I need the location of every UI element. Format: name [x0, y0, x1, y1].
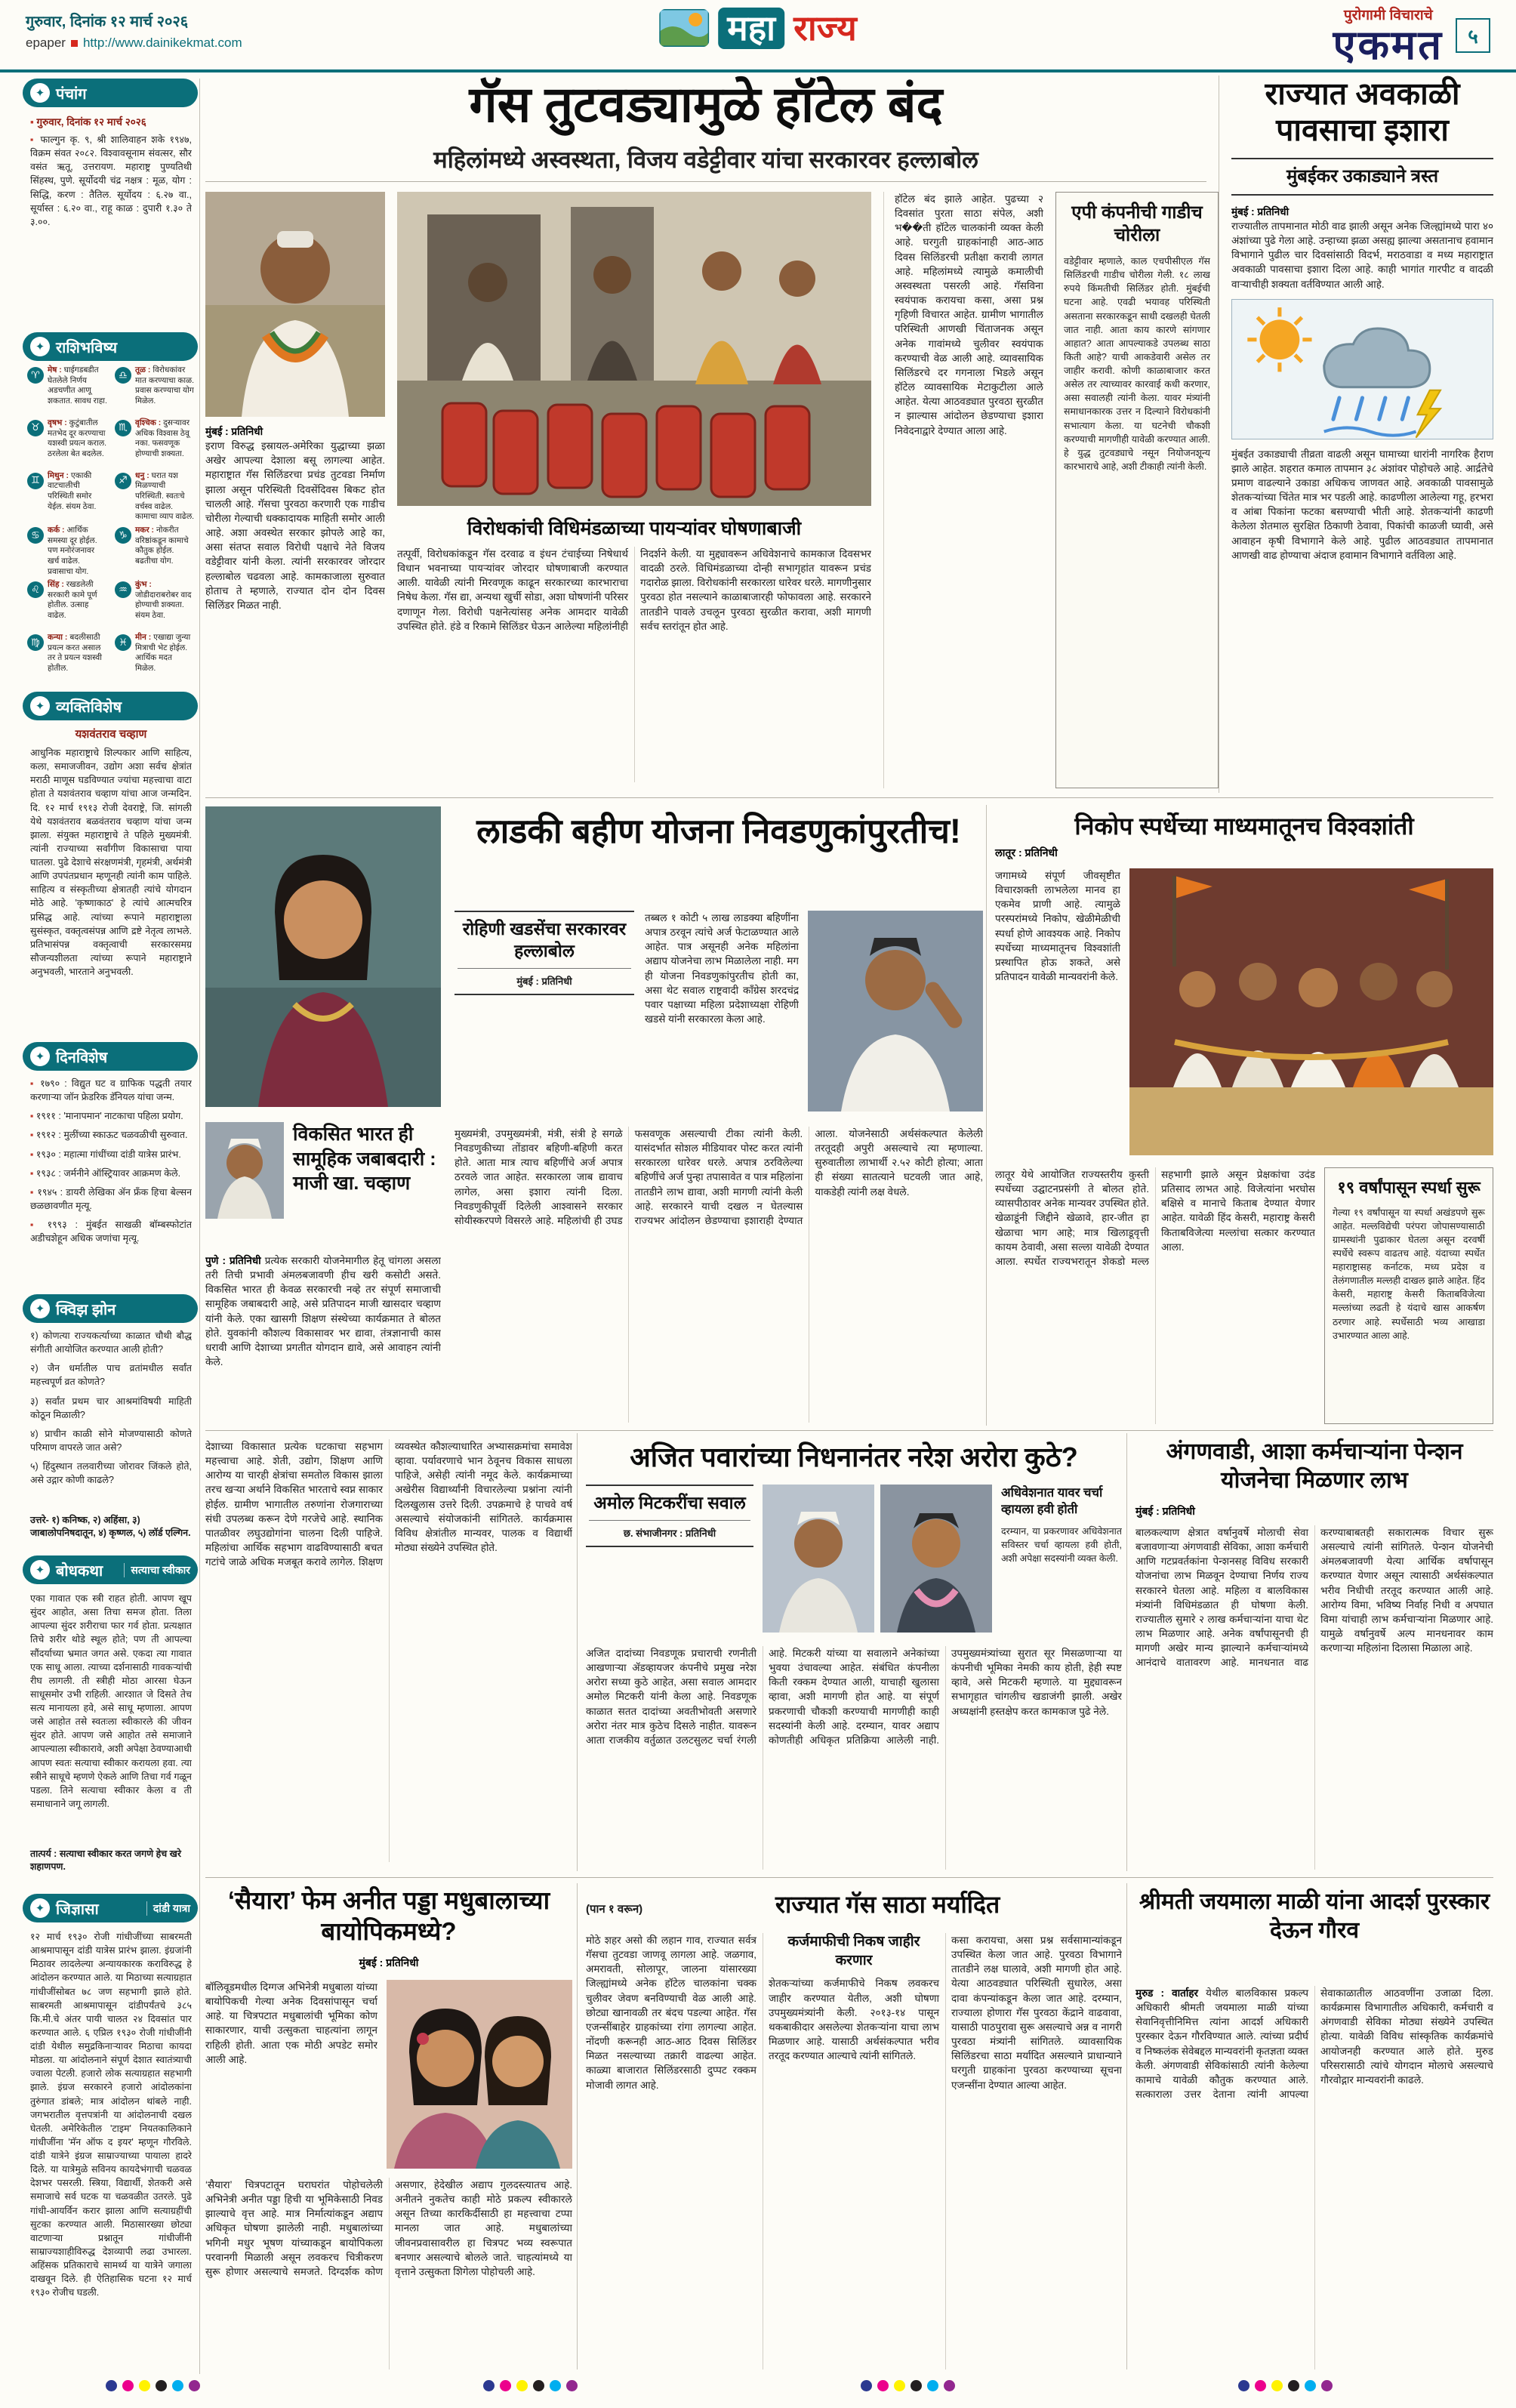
gas-divider [577, 1883, 578, 2369]
rashi-grid [27, 365, 195, 683]
ladki-cm-photo [808, 911, 983, 1112]
gas-body1: मोठे शहर असो की लहान गाव, राज्यात सर्वत्र गॅसचा तुटवडा जाणवू लागला आहे. जळगाव, अमरावती, सोलापूर, जालना यांसारख्या जिल्ह्यांमध्ये अनेक हॉटेल चालकांना चक्क चुलीवर जेवण बनविण्याची वेळ आली आहे. छोट्या खानावळी तर बंदच पडल्या आहेत. गॅस एजन्सींबाहेर ग्राहकांच्या रांगा लागल्या आहेत. नोंदणी करूनही आठ-आठ दिवस सिलिंडर मिळत नसल्याच्या तक्रारी वाढल्या आहेत. काळ्या बाजारात सिलिंडरसाठी दुप्पट रक्कम मोजावी लागत आहे. [586, 1935, 756, 2091]
section-rashi [23, 332, 198, 361]
weather-byline: मुंबई : प्रतिनिधी [1231, 205, 1290, 217]
weather-subhead: मुंबईकर उकाड्याने त्रस्त [1286, 165, 1439, 187]
bodhkatha-icon: ✦ [30, 1560, 50, 1580]
registration-marks [483, 2380, 583, 2395]
red-square-icon [71, 40, 78, 47]
lead-box [1055, 192, 1219, 793]
bodhkatha-subtitle: सत्याचा स्वीकार [124, 1563, 190, 1577]
bodhkatha-body: एका गावात एक स्त्री राहत होती. आपण खूप सुंदर आहोत, असा तिचा समज होता. तिला आपल्या सुंदर शरीराचा फार गर्व होता. प्रत्यक्षात तिचे शरीर थोडे स्थूल होते; पण ती आपल्या सौंदर्याच्या भ्रमात जगत असे. एकदा त्या गावात एक साधू आला. त्याच्या दर्शनासाठी गावकऱ्यांची रीघ लागली. ती स्त्रीही मोठा आरसा घेऊन साधूसमोर उभी राहिली. आरशात जे दिसते तेच सत्य मानायला हवे, असे साधू म्हणाला. आपण जसे आहोत तसे स्वतःला स्वीकारले की जीवन सुंदर होते. आपण जसे आहोत तसे समाजाने आपल्याला स्वीकारावे, अशी अपेक्षा ठेवण्याआधी आपण स्वतः सत्याचा स्वीकार करायला हवा. त्या स्त्रीने साधूचे म्हणणे ऐकले आणि तिचा गर्व गळून पडला. तिने सत्याचा स्वीकार केला व ती समाधानाने जगू लागली. [30, 1593, 192, 1809]
section-dinvishesh [23, 1042, 198, 1071]
lead-headline: गॅस तुटवड्यामुळे हॉटेल बंद [469, 76, 943, 132]
ladki-body1: तब्बल १ कोटी ५ लाख लाडक्या बहिणींना अपात्र ठरवून त्यांचे अर्ज फेटाळण्यात आले आहेत. पात्र असूनही अनेक महिलांना अद्याप योजनेचा लाभ मिळालेला नाही. मग ही योजना निवडणुकांपुरतीच होती का, असा थेट सवाल राष्ट्रवादी काँग्रेस शरदचंद्र पवार पक्षाच्या महिला प्रदेशाध्यक्षा रोहिणी खडसे यांनी सरकारला केला आहे. [645, 912, 799, 1025]
brand-tagline: पुरोगामी विचाराचे [1343, 8, 1433, 23]
weather-story [1219, 76, 1493, 793]
vyakti-content [30, 726, 192, 1042]
panchang-title: पंचांग [56, 85, 87, 103]
quiz-icon: ✦ [30, 1299, 50, 1318]
gas-label: (पान १ वरून) [586, 1903, 643, 1916]
weather-body1: राज्यातील तापमानात मोठी वाढ झाली असून अनेक जिल्ह्यांमध्ये पारा ४० अंशांच्या पुढे गेला आहे. उन्हाच्या झळा असह्य झाल्या असतानाच हवामान विभागाने पुढील चार दिवसांसाठी विदर्भ, मराठवाडा व मध्य महाराष्ट्रात अवकाळी पावसाचा इशारा दिला आहे. काही भागांत गारपीट व वादळी वाऱ्याचीही शक्यता वर्तविण्यात आली आहे. [1231, 220, 1493, 290]
registration-marks [1238, 2380, 1338, 2395]
quiz-question: १) कोणत्या राज्यकर्त्याच्या काळात चौथी बौद्ध संगीती आयोजित करण्यात आली होती? [30, 1330, 192, 1355]
panchang-date: गुरुवार, दिनांक १२ मार्च २०२६ [36, 116, 146, 128]
ladki-byline: मुंबई : प्रतिनिधी [458, 968, 631, 988]
dinvishesh-item: ▪ १९११ : 'मानापमान' नाटकाचा पहिला प्रयोग. [30, 1109, 192, 1123]
masthead-rajya: राज्य [793, 8, 857, 48]
masthead-maha: महा [718, 8, 784, 49]
rashi-item: ♐ धनु : घरात यश मिळण्याची परिस्थिती. स्वतःचे वर्चस्व वाढेल. कामाचा व्याप वाढेल. [115, 471, 195, 523]
vikasit-body2: देशाच्या विकासात प्रत्येक घटकाचा सहभाग महत्त्वाचा आहे. शेती, उद्योग, शिक्षण आणि आरोग्य या चारही क्षेत्रांचा समतोल विकास झाला तरच खऱ्या अर्थाने विकसित भारताचे स्वप्न साकार होईल. ग्रामीण भागातील तरुणांना रोजगाराच्या संधी उपलब्ध करून देणे गरजेचे आहे. स्थानिक पातळीवर लघुउद्योगांना चालना दिली पाहिजे. महिलांचा आर्थिक सहभाग वाढविण्यासाठी बचत गटांचे जाळे अधिक मजबूत करावे लागेल. शिक्षण व्यवस्थेत कौशल्याधारित अभ्यासक्रमांचा समावेश व्हावा. पर्यावरणाचे भान ठेवूनच विकास साधला पाहिजे, असेही त्यांनी नमूद केले. कार्यक्रमाच्या अखेरीस विद्यार्थ्यांनी विचारलेल्या प्रश्नांना त्यांनी दिलखुलास उत्तरे दिली. उपक्रमाचे हे पाचवे वर्ष असल्याचे संयोजकांनी सांगितले. कार्यक्रमास विविध क्षेत्रांतील मान्यवर, पालक व विद्यार्थी मोठ्या संख्येने उपस्थित होते. [205, 1441, 572, 1568]
gas-inset-heading: कर्जमाफीची निकष जाहीर करणार [787, 1934, 920, 1969]
epaper-line [26, 35, 242, 51]
ladki-rohini-photo [205, 806, 441, 1107]
quiz-question: ४) प्राचीन काळी सोने मोजण्यासाठी कोणते परिमाण वापरले जात असे? [30, 1428, 192, 1453]
ajit-sub: अमोल मिटकरींचा सवाल [593, 1493, 746, 1512]
cancer-icon: ♋ [27, 527, 44, 544]
gas-body [586, 1933, 1122, 2369]
aries-icon: ♈ [27, 367, 44, 384]
band-separator-2 [205, 1430, 1493, 1431]
ajit-body: अजित दादांच्या निवडणूक प्रचाराची रणनीती आखणाऱ्या ॲडव्हायजर कंपनीचे प्रमुख नरेश अरोरा सध्या कुठे आहेत, असा सवाल आमदार अमोल मिटकरी यांनी केला आहे. निवडणूक काळात सतत दादांच्या अवतीभोवती असणारे अरोरा नंतर मात्र कुठेच दिसले नाहीत. यावरून आता राजकीय वर्तुळात उलटसुलट चर्चा रंगली आहे. मिटकरी यांच्या या सवालाने अनेकांच्या भुवया उंचावल्या आहेत. संबंधित कंपनीला किती रक्कम देण्यात आली, याचाही खुलासा व्हावा, अशी मागणी होत आहे. या संपूर्ण प्रकरणाची चौकशी करण्याची मागणीही काही सदस्यांनी केली आहे. दरम्यान, यावर अद्याप कोणतीही अधिकृत प्रतिक्रिया आलेली नाही. उपमुख्यमंत्र्यांच्या सुरात सूर मिसळणाऱ्या या कंपनीची भूमिका नेमकी काय होती, हेही स्पष्ट व्हावे, असे मिटकरी म्हणाले. या मुद्द्यावरून सभागृहात चांगलीच खडाजंगी झाली. अखेर अध्यक्षांनी हस्तक्षेप करत कामकाज पुढे नेले. [586, 1648, 1122, 1746]
vikasit-headline: विकसित भारत ही सामूहिक जबाबदारी : माजी खा. चव्हाण [293, 1124, 436, 1194]
lead-box-body: वडेट्टीवार म्हणाले, काल एचपीसीएल गॅस सिलिंडरची गाडीच चोरीला गेली. १८ लाख रुपये किंमतीची सिलिंडर होती. मुंबईची घटना आहे. एवढी भयावह परिस्थिती असताना सरकारकडून साधी दखलही घेतली जात नाही. आता काय कारणे सांगणार आहात? आता आपल्याकडे उपलब्ध साठा किती आहे? याची आकडेवारी असेल तर जाहीर करावी. कोणी काळाबाजार करत असेल तर त्याच्यावर कारवाई कधी करणार, असा सवालही त्यांनी केला. यावर मंत्र्यांनी समाधानकारक उत्तर न दिल्याने विरोधकांनी सभात्याग केला. या घटनेची चौकशी करण्याची मागणीही यावेळी करण्यात आली. हे युद्ध तुटवड्याचे नसून नियोजनशून्य कारभाराचे आहे, अशी टीकाही त्यांनी केली. [1064, 256, 1210, 472]
rashi-item: ♍ कन्या : बदलीसाठी प्रयत्न करत असाल तर ते प्रयत्न यशस्वी होतील. [27, 633, 107, 683]
saiyara-headline: ‘सैयारा’ फेम अनीत पड्डा मधुबालाच्या बायोपिकमध्ये? [227, 1886, 550, 1946]
rashi-item: ♌ सिंह : रखडलेली सरकारी कामे पूर्ण होतील. उत्साह वाढेल. [27, 580, 107, 630]
dinvishesh-item: ▪ १९४५ : डायरी लेखिका ॲन फ्रँक हिचा बेल्सन छळछावणीत मृत्यू. [30, 1186, 192, 1213]
lead-body3: हॉटेल बंद झाले आहेत. पुढच्या २ दिवसांत पुरता साठा संपेल, अशी भ��ती हॉटेल चालकांनी व्यक्त केली आहे. घरगुती ग्राहकांनाही आठ-आठ दिवस सिलिंडरची प्रतीक्षा करावी लागत आहे. महिलांमध्ये त्यामुळे कमालीची अस्वस्थता पसरली आहे. गॅसविना स्वयंपाक करायचा कसा, असा प्रश्न गृहिणी विचारत आहेत. ग्रामीण भागातील परिस्थिती आणखी चिंताजनक असून अनेक गावांमध्ये चुलीवर स्वयंपाक करण्याची वेळ आली आहे. व्यावसायिक सिलिंडरचे दर गगनाला भिडले असून हॉटेल व्यावसायिक मेटाकुटीला आले आहेत. येत्या आठवड्यात पुरवठा सुरळीत न झाल्यास आंदोलन छेडण्याचा इशारा निवेदनाद्वारे देण्यात आला आहे. [883, 192, 1043, 788]
nikop-headline: निकोप स्पर्धेच्या माध्यमातूनच विश्वशांती [1074, 812, 1414, 840]
rashi-item: ♒ कुंभ : जोडीदाराबरोबर वाद होण्याची शक्यता. संयम ठेवा. [115, 580, 195, 630]
dinvishesh-item: ▪ १७९० : विद्युत घट व ग्राफिक पद्धती तयार करणाऱ्या जॉन फ्रेडरिक डॅनियल यांचा जन्म. [30, 1077, 192, 1104]
rashi-item: ♑ मकर : नोकरीत वरिष्ठांकडून कामाचे कौतुक होईल. बढतीचा योग. [115, 526, 195, 577]
vikasit-body1: प्रत्येक सरकारी योजनेमागील हेतू चांगला असला तरी तिची प्रभावी अंमलबजावणी हीच खरी कसोटी असते. विकसित भारत ही केवळ सरकारची नव्हे तर संपूर्ण समाजाची सामूहिक जबाबदारी आहे, असे प्रतिपादन माजी खासदार चव्हाण यांनी केले. एका खासगी शिक्षण संस्थेच्या कार्यक्रमात ते बोलत होते. युवकांनी कौशल्य विकासावर भर द्यावा, तंत्रज्ञानाची कास धरावी आणि देशाच्या प्रगतीत योगदान द्यावे, असे आवाहन त्यांनी केले. [205, 1255, 441, 1368]
rashi-item: ♈ मेष : घाईगडबडीत घेतलेले निर्णय अडचणीत आणू शकतात. सावध राहा. [27, 365, 107, 415]
spardha-body: गेल्या १९ वर्षांपासून या स्पर्धा अखंडपणे सुरू आहेत. मल्लविद्येची परंपरा जोपासण्यासाठी ग्रामस्थांनी पुढाकार घेतला असून दरवर्षी स्पर्धेचे स्वरूप वाढतच आहे. यंदाच्या स्पर्धेत महाराष्ट्रासह कर्नाटक, मध्य प्रदेश व तेलंगणातील मल्लही दाखल झाले आहेत. हिंद केसरी, महाराष्ट्र केसरी किताबविजेत्या मल्लांच्या लढती हे यंदाचे खास आकर्षण ठरणार आहे. स्पर्धेसाठी भव्य आखाडा उभारण्यात आला आहे. [1333, 1207, 1485, 1341]
ajit-headline: अजित पवारांच्या निधनानंतर नरेश अरोरा कुठे? [630, 1441, 1078, 1472]
issue-date: गुरुवार, दिनांक १२ मार्च २०२६ [26, 14, 189, 30]
vikasit-chavhan-photo [205, 1122, 284, 1219]
ladki-body2: मुख्यमंत्री, उपमुख्यमंत्री, मंत्री, संत्री हे सगळे निवडणुकीच्या तोंडावर बहिणी-बहिणी करत होते. आता मात्र त्याच बहिणींचे अर्ज अपात्र ठरवले जात आहेत. सरकारला जाब द्यावाच लागेल, असा इशारा त्यांनी दिला. निवडणुकीपूर्वी दिलेली आश्वासने सरकार सोयीस्करपणे विसरले आहे. महिलांची ही उघड फसवणूक असल्याची टीका त्यांनी केली. यासंदर्भात सोशल मीडियावर पोस्ट करत त्यांनी सरकारला धारेवर धरले. अपात्र ठरविलेल्या बहिणींचे अर्ज पुन्हा तपासावेत व पात्र महिलांना तातडीने लाभ द्यावा, अशी मागणी त्यांनी केली आहे. सरकारने याची दखल न घेतल्यास राज्यभर आंदोलन छेडण्याचा इशाराही देण्यात आला. योजनेसाठी अर्थसंकल्पात केलेली तरतूदही अपुरी असल्याचे त्या म्हणाल्या. सुरुवातीला लाभार्थी २.५२ कोटी होत्या; आता ही संख्या सातत्याने घटवली जात आहे, याकडेही त्यांनी लक्ष वेधले. [454, 1128, 983, 1226]
anganwadi-headline: अंगणवाडी, आशा कर्मचाऱ्यांना पेन्शन योजनेचा मिळणार लाभ [1166, 1439, 1463, 1493]
bodhkatha-moral: तात्पर्य : सत्याचा स्वीकार करत जगणे हेच खरे शहाणपण. [30, 1848, 182, 1872]
quiz-question: ३) सर्वांत प्रथम चार आश्रमांविषयी माहिती कोठून मिळाली? [30, 1395, 192, 1420]
ladki-subblock [454, 911, 634, 995]
section-quiz [23, 1294, 198, 1323]
jaymala-body: येथील बालविकास प्रकल्प अधिकारी श्रीमती जयमाला माळी यांच्या सेवानिवृत्तीनिमित्त त्यांना आदर्श अधिकारी पुरस्कार देऊन गौरविण्यात आले. त्यांच्या प्रदीर्घ व निष्कलंक सेवेबद्दल मान्यवरांनी कृतज्ञता व्यक्त केली. अंगणवाडी सेविकांसाठी त्यांनी केलेल्या कामाचे यावेळी कौतुक करण्यात आले. सत्काराला उत्तर देताना त्यांनी आपल्या सेवाकाळातील आठवणींना उजाळा दिला. कार्यक्रमास विभागातील अधिकारी, कर्मचारी व अंगणवाडी सेविका मोठ्या संख्येने उपस्थित होत्या. यावेळी विविध सांस्कृतिक कार्यक्रमांचे आयोजनही करण्यात आले होते. मुरुड परिसरासाठी त्यांचे योगदान मोलाचे असल्याचे गौरवोद्गार मान्यवरांनी काढले. [1135, 1987, 1493, 2101]
anganwadi-byline: मुंबई : प्रतिनिधी [1135, 1505, 1195, 1517]
registration-marks [861, 2380, 960, 2395]
bodhkatha-title: बोधकथा [56, 1562, 103, 1580]
lead-col2 [397, 192, 871, 793]
nikop-byline: लातूर : प्रतिनिधी [995, 846, 1058, 859]
dinvishesh-item: ▪ १९१२ : मुलींच्या स्काऊट चळवळीची सुरुवात. [30, 1128, 192, 1142]
quiz-question: ५) हिंदुस्थान तलवारीच्या जोरावर जिंकले होते, असे उद्गार कोणी काढले? [30, 1461, 192, 1486]
gas-headline: राज्यात गॅस साठा मर्यादित [775, 1891, 1000, 1918]
dinvishesh-title: दिनविशेष [56, 1049, 108, 1066]
lead-body1: इराण विरुद्ध इस्रायल-अमेरिका युद्धाच्या झळा अखेर आपल्या देशाला बसू लागल्या आहेत. महाराष्ट्रात गॅस सिलिंडरचा प्रचंड तुटवडा निर्माण झाला असून परिस्थिती दिवसेंदिवस बिकट होत चालली आहे. गॅसचा पुरवठा करणारी एक गाडीच चोरीला गेल्याची धक्कादायक माहिती समोर आली आहे. अशा अवस्थेत सरकार झोपले आहे का, असा संतप्त सवाल विरोधी पक्षाचे नेते विजय वडेट्टीवार यांनी केला. त्यांनी सरकारवर जोरदार हल्लाबोल चढवला आहे. कामकाजाला सुरुवात होताच ते म्हणाले, राज्यात दोन दोन दिवस सिलिंडर मिळत नाही. [205, 440, 385, 611]
ladki-headline: लाडकी बहीण योजना निवडणुकांपुरतीच! [476, 812, 961, 850]
jaymala-headline: श्रीमती जयमाला माळी यांना आदर्श पुरस्कार देऊन गौरव [1139, 1889, 1490, 1944]
dnyasa-title: जिज्ञासा [56, 1901, 99, 1918]
band-separator-1 [205, 797, 1493, 798]
brand-name: एकमत [1333, 23, 1444, 68]
brand-block [1333, 5, 1444, 67]
epaper-label: epaper [26, 35, 66, 50]
lead-subhead: महिलांमध्ये अस्वस्थता, विजय वडेट्टीवार यांचा सरकारवर हल्लाबोल [433, 146, 978, 173]
registration-marks [106, 2380, 205, 2395]
dinvishesh-item: ▪ १९३८ : जर्मनीने ऑस्ट्रियावर आक्रमण केले. [30, 1167, 192, 1180]
dinvishesh-icon: ✦ [30, 1047, 50, 1066]
gemini-icon: ♊ [27, 473, 44, 489]
bodhkatha-content [30, 1592, 192, 1873]
nikop-stage-photo [1129, 868, 1493, 1155]
weather-body2: मुंबईत उकाड्याची तीव्रता वाढली असून घामाच्या धारांनी नागरिक हैराण झाले आहेत. शहरात कमाल तापमान ३८ अंशांवर पोहोचले आहे. आर्द्रतेचे प्रमाण वाढल्याने उकाडा अधिकच जाणवत आहे. अवकाळी पावसामुळे शेतकऱ्यांच्या चिंतेत मात्र भर पडली आहे. काढणीला आलेल्या गहू, हरभरा व आंबा पिकांना फटका बसण्याची भीती आहे. शेतकऱ्यांनी काढणी केलेला शेतमाल सुरक्षित ठिकाणी ठेवावा, पिकांची काळजी घ्यावी, असे आवाहन कृषी विभागाने केले आहे. पुढील आठवड्यात तापमानात आणखी वाढ होण्याचा अंदाज हवामान विभागाने वर्तविला आहे. [1231, 448, 1493, 561]
panchang-body: फाल्गुन कृ. ९, श्री शालिवाहन शके १९४७, विक्रम संवत २०८२. विश्वावसूनाम संवत्सर, सौर वसंत ऋतू, उत्तरायण. महाराष्ट्र पुण्यतिथी सिंहस्थ, पुणे. सूर्योदयी चंद्र नक्षत्र : मूळ, योग : सिद्धि, करण : तैतिल. सूर्योदय : ६.२७ वा., सूर्यास्त : ६.२० वा., राहू काळ : दुपारी १.३० ते ३.००. [30, 134, 192, 227]
lead-rule [205, 181, 1206, 182]
rashi-item: ♏ वृश्चिक : दुसऱ्यावर अधिक विश्वास ठेवू नका. फसवणूक होण्याची शक्यता. [115, 418, 195, 468]
page-number: ५ [1456, 18, 1490, 53]
ajit-divider [577, 1433, 578, 1871]
section-bodhkatha [23, 1555, 198, 1584]
gas-inset-body: शेतकऱ्यांच्या कर्जमाफीचे निकष लवकरच जाहीर करण्यात येतील, अशी घोषणा उपमुख्यमंत्र्यांनी केली. २०१३-१४ पासून थकबाकीदार असलेल्या शेतकऱ्यांना याचा लाभ मिळणार आहे. यासाठी अर्थसंकल्पात भरीव तरतूद करण्यात आल्याचे त्यांनी सांगितले. [769, 1978, 939, 2062]
saiyara-body2: ‘सैयारा’ चित्रपटातून घराघरांत पोहोचलेली अभिनेत्री अनीत पड्डा हिची या भूमिकेसाठी निवड झाल्याचे वृत्त आहे. मात्र निर्मात्यांकडून अद्याप अधिकृत घोषणा झालेली नाही. मधुबालांच्या भगिनी मधुर भूषण यांच्याकडून बायोपिकला परवानगी मिळाली असून लवकरच चित्रीकरण सुरू होणार असल्याचे समजते. दिग्दर्शक कोण असणार, हेदेखील अद्याप गुलदस्त्यातच आहे. अनीतने नुकतेच काही मोठे प्रकल्प स्वीकारले असून तिच्या कारकिर्दीसाठी हा महत्त्वाचा टप्पा मानला जात आहे. मधुबालांच्या जीवनप्रवासावरील हा चित्रपट भव्य स्वरूपात बनणार असल्याचे बोलले जाते. चाहत्यांमध्ये या वृत्ताने उत्सुकता शिगेला पोहोचली आहे. [205, 2179, 572, 2277]
gas-body2: कसा करायचा, असा प्रश्न सर्वसामान्यांकडून उपस्थित केला जात आहे. पुरवठा विभागाने तातडीने लक्ष घालावे, अशी मागणी होत आहे. येत्या आठवड्यात परिस्थिती सुधारेल, असा दावा कंपन्यांकडून केला जात आहे. दरम्यान, राज्याला होणारा गॅस पुरवठा केंद्राने वाढवावा, यासाठी पाठपुरावा सुरू असल्याचे अन्न व नागरी पुरवठा मंत्र्यांनी सांगितले. व्यावसायिक सिलिंडरचा साठा मर्यादित असल्याने प्राधान्याने घरगुती ग्राहकांना पुरवठा करण्याच्या सूचना एजन्सींना देण्यात आल्या आहेत. [951, 1935, 1122, 2091]
ajit-inset [1001, 1485, 1122, 1633]
anganwadi-body: बालकल्याण क्षेत्रात वर्षानुवर्षे मोलाची सेवा बजावणाऱ्या अंगणवाडी सेविका, आशा कर्मचारी आणि गटप्रवर्तकांना पेन्शनसह विविध सरकारी योजनांचा लाभ मिळवून देण्याचा निर्णय राज्य सरकारने घेतला आहे. महिला व बालविकास मंत्र्यांनी विधिमंडळात ही घोषणा केली. राज्यातील सुमारे २ लाख कर्मचाऱ्यांना याचा थेट लाभ मिळणार आहे. अनेक वर्षांपासूनची ही मागणी अखेर मान्य झाल्याने कर्मचाऱ्यांमध्ये आनंदाचे वातावरण आहे. मानधनात वाढ करण्याबाबतही सकारात्मक विचार सुरू असल्याचे त्यांनी सांगितले. पेन्शन योजनेची अंमलबजावणी येत्या आर्थिक वर्षापासून करण्यात येणार असून त्यासाठी अर्थसंकल्पात भरीव निधीची तरतूद करण्यात आली आहे. आरोग्य विमा, भविष्य निर्वाह निधी व अपघात विमा यांचाही लाभ कर्मचाऱ्यांना मिळणार आहे. यामुळे वर्षानुवर्षे अल्प मानधनावर काम करणाऱ्या महिलांना दिलासा मिळाला आहे. [1135, 1527, 1493, 1669]
dinvishesh-list [30, 1077, 192, 1282]
lead-body2: तत्पूर्वी, विरोधकांकडून गॅस दरवाढ व इंधन टंचाईच्या निषेधार्थ विधान भवनाच्या पायऱ्यांवर जोरदार घोषणाबाजी करण्यात आली. यावेळी त्यांनी मिरवणूक काढून सरकारच्या कारभाराचा निषेध केला. गॅस द्या, अन्यथा खुर्ची सोडा, अशा घोषणांनी परिसर दणाणून गेला. विरोधी पक्षनेत्यांसह अनेक आमदार यावेळी उपस्थित होते. हंडे व रिकामे सिलिंडर घेऊन आलेल्या महिलांनीही निदर्शने केली. या मुद्द्यावरून अधिवेशनाचे कामकाज दिवसभर वादळी ठरले. विधिमंडळाच्या दोन्ही सभागृहांत यावरून प्रचंड गदारोळ झाला. विरोधकांनी सरकारला धारेवर धरले. मागणीनुसार पुरवठा होत नसल्याने काळाबाजारही फोफावला आहे. सरकारने तातडीने पावले उचलून पुरवठा सुरळीत करावा, अशी मागणी सर्वच स्तरांतून होत आहे. [397, 548, 871, 632]
dinvishesh-item: ▪ १९९३ : मुंबईत साखळी बॉम्बस्फोटांत अडीचशेहून अधिक जणांचा मृत्यू. [30, 1218, 192, 1245]
taurus-icon: ♉ [27, 420, 44, 436]
saiyara-photo [387, 1980, 572, 2169]
quiz-content [30, 1329, 192, 1539]
quiz-title: क्विझ झोन [56, 1301, 116, 1318]
rashi-title: राशिभविष्य [56, 339, 118, 356]
rashi-item: ♉ वृषभ : कुटुंबातील मतभेद दूर करण्याचा यशस्वी प्रयत्न कराल. ठरलेला बेत बदलेल. [27, 418, 107, 468]
panchang-content: ▪ गुरुवार, दिनांक १२ मार्च २०२६ ▪ फाल्गुन कृ. ९, श्री शालिवाहन शके १९४७, विक्रम संवत २०८२. विश्वावसूनाम संवत्सर, सौर वसंत ऋतू, उत्तरायण. महाराष्ट्र पुण्यतिथी सिंहस्थ, पुणे. सूर्योदयी चंद्र नक्षत्र : मूळ, योग : सिद्धि, करण : तैतिल. सूर्योदय : ६.२७ वा., सूर्यास्त : ६.२० वा., राहू काळ : दुपारी १.३० ते ३.००. [30, 116, 192, 227]
lead-col1 [205, 192, 385, 793]
sidebar-divider [199, 79, 200, 2374]
weather-headline: राज्यात अवकाळी पावसाचा इशारा [1265, 76, 1460, 148]
ajit-subblock [586, 1485, 753, 1547]
jaymala-byline: मुरुड : वार्ताहर [1135, 1987, 1199, 1999]
lead-byline: मुंबई : प्रतिनिधी [205, 426, 263, 437]
ajit-byline: छ. संभाजीनगर : प्रतिनिधी [589, 1520, 750, 1540]
spardha-headline: १९ वर्षांपासून स्पर्धा सुरू [1337, 1178, 1481, 1197]
saiyara-byline: मुंबई : प्रतिनिधी [359, 1956, 419, 1969]
pisces-icon: ♓ [115, 634, 131, 651]
nikop-body2: लातूर येथे आयोजित राज्यस्तरीय कुस्ती स्पर्धेच्या उद्घाटनप्रसंगी ते बोलत होते. व्यासपीठावर अनेक मान्यवर उपस्थित होते. खेळाडूंनी जिद्दीने खेळावे, हार-जीत हा खेळाचा भाग आहे; मात्र खिलाडूवृत्ती कायम ठेवावी, असा सल्ला यावेळी देण्यात आला. स्पर्धेत राज्यभरातून शेकडो मल्ल सहभागी झाले असून प्रेक्षकांचा उदंड प्रतिसाद लाभत आहे. विजेत्यांना भरघोस बक्षिसे व मानाचे किताब देण्यात येणार आहेत. यावेळी हिंद केसरी, महाराष्ट्र केसरी किताबविजेत्या मल्लांचा सत्कार करण्यात आला. [995, 1169, 1315, 1267]
nikop-body1: जगामध्ये संपूर्ण जीवसृष्टीत विचारशक्ती लाभलेला मानव हा एकमेव प्राणी आहे. त्यामुळे परस्परांमध्ये निकोप, खेळीमेळीची स्पर्धा होणे आवश्यक आहे. निकोप स्पर्धेच्या माध्यमातूनच विश्वशांती प्रस्थापित होऊ शकते, असे प्रतिपादन यावेळी मान्यवरांनी केले. [995, 870, 1120, 983]
lead-body-row [205, 192, 1210, 793]
section-panchang [23, 79, 198, 107]
ajit-photo-2 [880, 1485, 992, 1633]
rashi-item: ♋ कर्क : आर्थिक समस्या दूर होईल. पण मनोरंजनावर खर्च वाढेल. प्रवासाचा योग. [27, 526, 107, 577]
dinvishesh-item: ▪ १९३० : महात्मा गांधींच्या दांडी यात्रेस प्रारंभ. [30, 1148, 192, 1161]
header-rule [0, 69, 1516, 72]
rashi-icon: ✦ [30, 337, 50, 356]
vyakti-icon: ✦ [30, 696, 50, 716]
weather-icon [1231, 299, 1493, 439]
scorpio-icon: ♏ [115, 420, 131, 436]
vyakti-title: व्यक्तिविशेष [56, 698, 122, 716]
anganwadi-divider [1126, 1433, 1127, 1871]
lead-main-photo [397, 192, 871, 506]
spardha-box [1324, 1167, 1493, 1424]
ajit-inset-body: दरम्यान, या प्रकरणावर अधिवेशनात सविस्तर चर्चा व्हायला हवी होती, अशी अपेक्षा सदस्यांनी व्यक्त केली. [1001, 1525, 1122, 1564]
jaymala-body-wrap [1135, 1986, 1493, 2369]
vikasit-byline: पुणे : प्रतिनिधी [205, 1255, 261, 1266]
epaper-url[interactable]: http://www.dainikekmat.com [82, 35, 242, 50]
section-vyakti [23, 692, 198, 720]
aquarius-icon: ♒ [115, 581, 131, 598]
vyakti-body: आधुनिक महाराष्ट्राचे शिल्पकार आणि साहित्य, कला, समाजजीवन, उद्योग अशा सर्वच क्षेत्रांत मराठी माणूस घडविण्यात ज्यांचा महत्त्वाचा वाटा होता ते यशवंतराव चव्हाण यांचा आज जन्मदिन. दि. १२ मार्च १९१३ रोजी देवराष्ट्रे, जि. सांगली येथे यशवंतराव बळवंतराव चव्हाण यांचा जन्म झाला. संयुक्त महाराष्ट्राचे ते पहिले मुख्यमंत्री. त्यांनी राज्याच्या सर्वांगीण विकासाचा पाया घातला. पुढे देशाचे संरक्षणमंत्री, गृहमंत्री, अर्थमंत्री आणि उपपंतप्रधान म्हणूनही त्यांनी काम पाहिले. साहित्य व संस्कृतीच्या क्षेत्रातही त्यांचे योगदान मोठे आहे. 'कृष्णाकाठ' हे त्यांचे आत्मचरित्र प्रसिद्ध आहे. त्यांच्या रूपाने महाराष्ट्राला सुसंस्कृत, वक्तृत्वसंपन्न आणि द्रष्टे नेतृत्व लाभले. प्रतिभासंपन्न वक्तृत्वाची सरकारसमग्र सौजन्यशीलता त्यांच्या रूपाने महाराष्ट्राने अनुभवली, भारताने अनुभवली. [30, 748, 192, 977]
ajit-photo-1 [763, 1485, 874, 1633]
saiyara-body1: बॉलिवूडमधील दिग्गज अभिनेत्री मधुबाला यांच्या बायोपिकची गेल्या अनेक दिवसांपासून चर्चा आहे. या चित्रपटात मधुबालांची भूमिका कोण साकारणार, याची उत्सुकता चाहत्यांना लागून राहिली होती. आता एक मोठी अपडेट समोर आली आहे. [205, 1981, 377, 2065]
masthead [659, 8, 857, 49]
vyakti-person: यशवंतराव चव्हाण [75, 728, 147, 741]
libra-icon: ♎ [115, 367, 131, 384]
masthead-logo-icon [659, 9, 709, 47]
lead-box-headline: एपी कंपनीची गाडीच चोरीला [1071, 202, 1203, 245]
jaymala-divider [1126, 1883, 1127, 2369]
rashi-item: ♊ मिथुन : एकाकी वाटचालीची परिस्थिती समोर येईल. संयम ठेवा. [27, 471, 107, 523]
quiz-question: २) जैन धर्मातील पाच व्रतांमधील सर्वांत महत्त्वपूर्ण व्रत कोणते? [30, 1363, 192, 1388]
rashi-item: ♓ मीन : एखाद्या जुन्या मित्राची भेट होईल. आर्थिक मदत मिळेल. [115, 633, 195, 683]
lead-portrait-photo [205, 192, 385, 417]
leo-icon: ♌ [27, 581, 44, 598]
band-separator-3 [205, 1877, 1493, 1878]
lead-sub2-heading: विरोधकांची विधिमंडळाच्या पायऱ्यांवर घोषणाबाजी [467, 518, 802, 539]
dnyasa-icon: ✦ [30, 1898, 50, 1918]
gas-header [586, 1888, 1122, 1920]
header-left [26, 11, 242, 51]
dnyasa-body: १२ मार्च १९३० रोजी गांधीजींच्या साबरमती आश्रमापासून दांडी यात्रेस प्रारंभ झाला. इंग्रजांनी मिठावर लादलेल्या अन्यायकारक कराविरुद्ध हे आंदोलन करण्यात आले. या मिठाच्या सत्याग्रहात गांधीजींसोबत ७८ जण सहभागी झाले होते. साबरमती आश्रमापासून दांडीपर्यंतचे ३८५ कि.मी.चे अंतर पायी चालत २४ दिवसांत पार करण्यात आले. ६ एप्रिल १९३० रोजी गांधीजींनी दांडी येथील समुद्रकिनाऱ्यावर मिठाचा कायदा मोडला. या आंदोलनाने संपूर्ण देशात स्वातंत्र्याची ज्वाला पेटली. हजारो लोक सत्याग्रहात सहभागी झाले. इंग्रज सरकारने हजारो आंदोलकांना तुरुंगात डांबले; मात्र आंदोलन थांबले नाही. जगभरातील वृत्तपत्रांनी या आंदोलनाची दखल घेतली. अमेरिकेतील 'टाइम' नियतकालिकाने गांधीजींना 'मॅन ऑफ द इयर' म्हणून गौरविले. दांडी यात्रेने इंग्रज साम्राज्याच्या पायाला हादरे दिले. या यात्रेमुळे सविनय कायदेभंगाची चळवळ देशभर पसरली. स्त्रिया, विद्यार्थी, शेतकरी असे समाजाचे सर्व घटक या चळवळीत उतरले. पुढे गांधी-आयर्विन करार झाला आणि सत्याग्रहींची सुटका करण्यात आली. मिठासारख्या छोट्या वाटणाऱ्या प्रश्नातून गांधीजींनी साम्राज्यशाहीविरुद्ध देशव्यापी लढा उभारला. अहिंसक प्रतिकाराचे सामर्थ्य या यात्रेने जगाला दाखवून दिले. ही ऐतिहासिक घटना १२ मार्च १९३० रोजीच घडली. [30, 1932, 192, 2299]
capricorn-icon: ♑ [115, 527, 131, 544]
ladki-sub: रोहिणी खडसेंचा सरकारवर हल्लाबोल [462, 919, 627, 960]
rashi-item: ♎ तूळ : विरोधकांवर मात करण्याचा काळ. प्रवास करण्याचा योग मिळेल. [115, 365, 195, 415]
ajit-inset-heading: अधिवेशनात यावर चर्चा व्हायला हवी होती [1001, 1486, 1103, 1517]
panchang-icon: ✦ [30, 83, 50, 103]
quiz-answers: उत्तरे- १) कनिष्क, २) अहिंसा, ३) जाबालोपनिषदातून, ४) कृष्णल, ५) लॉर्ड एल्गिन. [30, 1515, 191, 1538]
virgo-icon: ♍ [27, 634, 44, 651]
section-dnyasa [23, 1894, 198, 1922]
sagittarius-icon: ♐ [115, 473, 131, 489]
nikop-divider [986, 805, 987, 1426]
dnyasa-subtitle: दांडी यात्रा [146, 1901, 190, 1916]
